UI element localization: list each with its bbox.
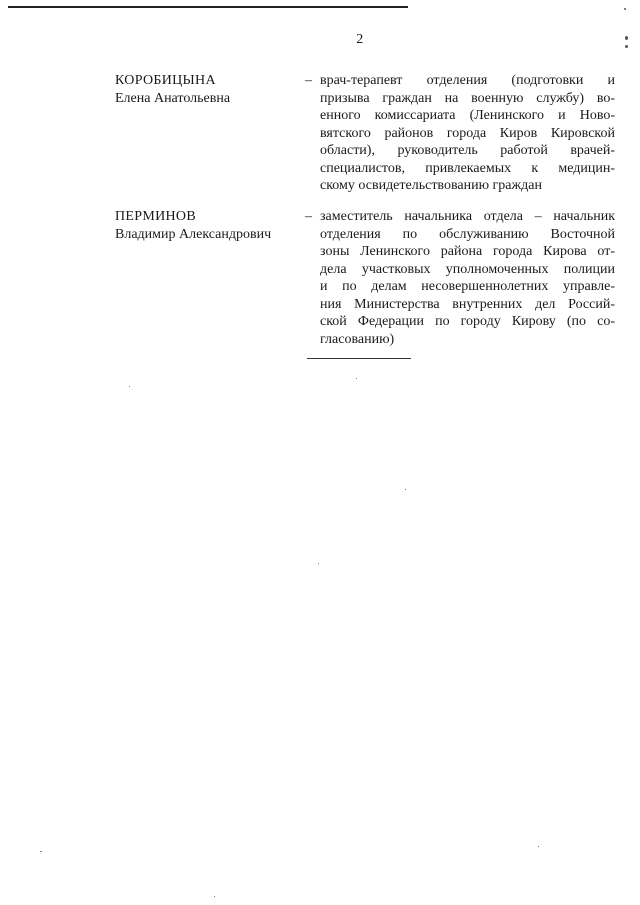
- member-given-names: Елена Анатольевна: [115, 90, 231, 106]
- separator-dash: –: [305, 73, 312, 88]
- position-line: заместитель начальника отдела – начальник: [320, 209, 615, 224]
- position-line: вятского районов города Киров Кировской: [320, 125, 615, 141]
- position-line: скому освидетельствованию граждан: [320, 178, 542, 193]
- member-position: [320, 208, 615, 348]
- scan-speck: [214, 896, 215, 897]
- separator-dash: –: [305, 209, 312, 224]
- position-line: енного комиссариата (Ленинского и Ново-: [320, 108, 615, 123]
- scan-speck: [625, 36, 628, 40]
- position-line: отделения по обслуживанию Восточной: [320, 226, 615, 242]
- committee-member-entry: [115, 208, 615, 348]
- scan-speck: [356, 378, 357, 379]
- scan-speck: [538, 846, 539, 847]
- scan-speck: [405, 489, 406, 490]
- position-line: и по делам несовершеннолетних управле-: [320, 279, 615, 294]
- position-line: области), руководитель работой врачей-: [320, 143, 615, 158]
- member-given-names: Владимир Александрович: [115, 226, 272, 242]
- member-position: [320, 72, 615, 195]
- page-number: 2: [356, 32, 364, 47]
- position-line: специалистов, привлекаемых к медицин-: [320, 160, 615, 176]
- position-line: ния Министерства внутренних дел Россий-: [320, 296, 615, 312]
- position-line: врач-терапевт отделения (подготовки и: [320, 73, 615, 88]
- scan-speck: [625, 45, 628, 48]
- scan-speck: [318, 563, 319, 564]
- position-line: гласованию): [320, 331, 395, 347]
- member-name-block: [115, 72, 305, 195]
- position-line: дела участковых уполномоченных полиции: [320, 261, 615, 277]
- position-line: призыва граждан на военную службу) во-: [320, 90, 615, 106]
- committee-member-entry: [115, 72, 615, 195]
- member-surname: ПЕРМИНОВ: [115, 209, 196, 224]
- end-of-list-rule: [307, 358, 411, 359]
- position-line: ской Федерации по городу Кирову (по со-: [320, 314, 615, 329]
- position-line: зоны Ленинского района города Кирова от-: [320, 244, 615, 259]
- scan-speck: [624, 8, 626, 10]
- member-surname: КОРОБИЦЫНА: [115, 73, 216, 88]
- scan-speck: [40, 851, 42, 852]
- member-name-block: [115, 208, 305, 348]
- top-border-rule: [8, 6, 408, 8]
- scan-speck: [129, 386, 130, 387]
